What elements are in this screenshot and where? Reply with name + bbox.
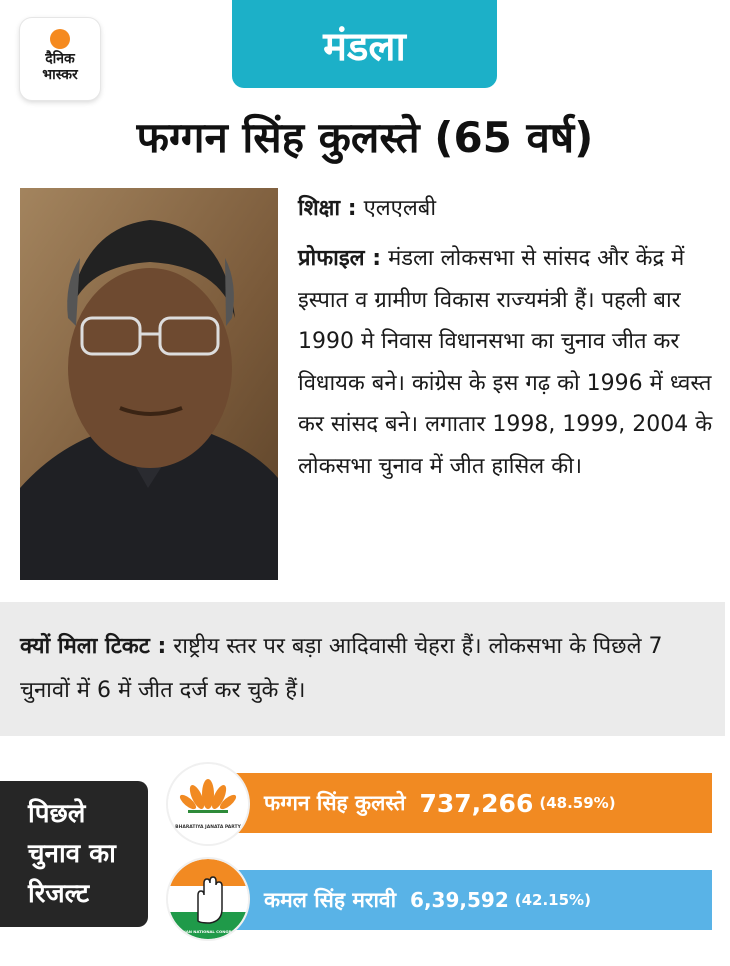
education-label: शिक्षा :	[298, 196, 357, 221]
candidate-title: फग्गन सिंह कुलस्ते (65 वर्ष)	[136, 113, 594, 162]
candidate-name: कमल सिंह मरावी	[264, 888, 397, 912]
profile-text: मंडला लोकसभा से सांसद और केंद्र में इस्पात व ग्रामीण विकास राज्यमंत्री हैं। पहली बार 1990 मे निवास विधानसभा का चुनाव जीत कर विधायक बने। कांग्रेस के इस गढ़ को 1996 में ध्वस्त कर सांसद बने। लगातार 1998, 1999, 2004 के लोकसभा चुनाव में जीत हासिल की।	[298, 246, 713, 479]
constituency-tab: मंडला	[232, 0, 497, 88]
logo-line-1: दैनिक	[45, 51, 75, 67]
result-bar-bjp	[222, 773, 712, 833]
education-line	[298, 193, 718, 225]
profile-label: प्रोफाइल :	[298, 246, 382, 271]
vote-count: 737,266	[419, 788, 534, 818]
ticket-reason	[0, 625, 710, 713]
sun-icon	[50, 29, 70, 49]
logo-line-2: भास्कर	[42, 67, 78, 83]
previous-result-label	[0, 781, 148, 927]
candidate-photo	[20, 188, 278, 580]
ticket-text: राष्ट्रीय स्तर पर बड़ा आदिवासी चेहरा हैं। लोकसभा के पिछले 7 चुनावों में 6 में जीत दर्ज कर चुके हैं।	[20, 634, 663, 703]
dainik-bhaskar-logo	[20, 18, 100, 100]
vote-percent: (42.15%)	[514, 891, 591, 909]
vote-count: 6,39,592	[410, 888, 509, 912]
ticket-label: क्यों मिला टिकट :	[20, 634, 167, 659]
inc-hand-logo	[168, 859, 248, 939]
candidate-info	[298, 193, 718, 487]
inc-logo-text: INDIAN NATIONAL CONGRESS	[176, 929, 240, 934]
result-label-line: चुनाव का	[28, 839, 116, 869]
result-label-line: पिछले	[28, 799, 86, 829]
portrait-illustration	[20, 188, 278, 580]
vote-percent: (48.59%)	[539, 794, 616, 812]
education-value: एलएलबी	[363, 196, 437, 221]
profile-paragraph	[298, 238, 718, 487]
ticket-reason-box	[0, 602, 725, 736]
bjp-lotus-logo	[168, 764, 248, 844]
result-label-line: रिजल्ट	[28, 879, 90, 909]
bjp-logo-text: BHARATIYA JANATA PARTY	[175, 825, 241, 830]
candidate-name: फग्गन सिंह कुलस्ते	[264, 791, 406, 815]
result-bar-inc	[222, 870, 712, 930]
